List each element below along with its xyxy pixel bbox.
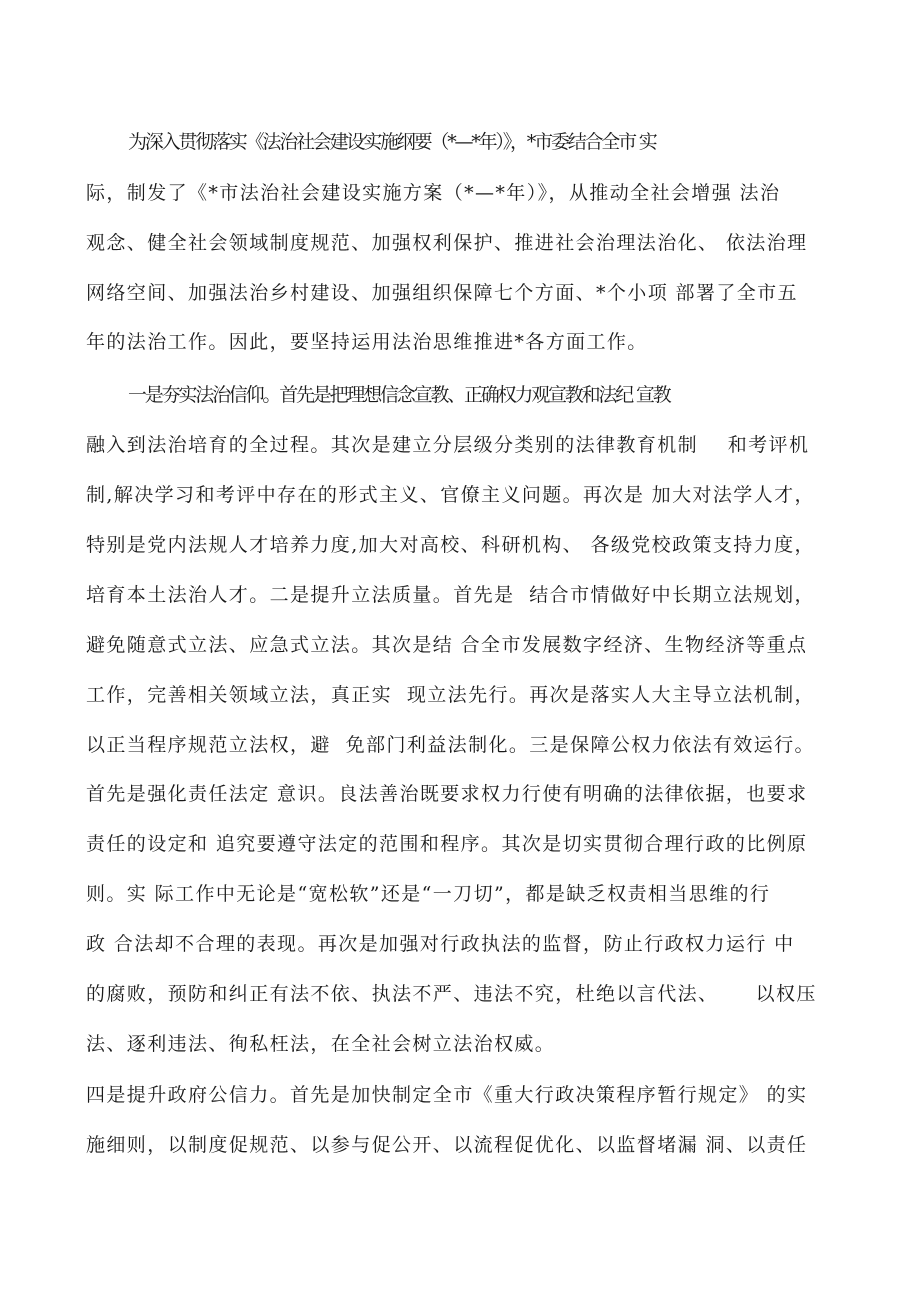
paragraph-1-line-3: 观念、健全社会领域制度规范、加强权利保护、推进社会治理法治化、 依法治理: [86, 232, 808, 254]
paragraph-2-line-13: 的腐败，预防和纠正有法不依、执法不严、违法不究，杜绝以言代法、 以权压: [86, 983, 817, 1005]
paragraph-2-line-5: 培育本土法治人才。二是提升立法质量。首先是 结合市情做好中长期立法规划，: [86, 584, 815, 606]
paragraph-2-line-12: 政 合法却不合理的表现。再次是加强对行政执法的监督，防止行政权力运行 中: [86, 933, 795, 955]
paragraph-2-line-7: 工作，完善相关领域立法，真正实 现立法先行。再次是落实人大主导立法机制，: [86, 684, 815, 706]
paragraph-2-line-14: 法、逐利违法、徇私枉法，在全社会树立法治权威。: [86, 1033, 556, 1055]
paragraph-1-line-4: 网络空间、加强法治乡村建设、加强组织保障七个方面、*个小项 部署了全市五: [86, 282, 798, 304]
paragraph-2-line-4: 特别是党内法规人才培养力度,加大对高校、科研机构、 各级党校政策支持力度，: [86, 534, 815, 556]
paragraph-2-line-10: 责任的设定和 追究要遵守法定的范围和程序。其次是切实贯彻合理行政的比例原: [86, 833, 808, 855]
paragraph-2-line-8: 以正当程序规范立法权，避 免部门利益法制化。三是保障公权力依法有效运行。: [86, 734, 815, 756]
paragraph-3-line-1: 四是提升政府公信力。首先是加快制定全市《重大行政决策程序暂行规定》 的实: [86, 1084, 808, 1106]
paragraph-2-line-9: 首先是强化责任法定 意识。良法善治既要求权力行使有明确的法律依据，也要求: [86, 783, 808, 805]
paragraph-1-line-2: 际，制发了《*市法治社会建设实施方案（*—*年）》，从推动全社会增强 法治: [86, 182, 781, 204]
paragraph-2-line-3: 制,解决学习和考评中存在的形式主义、官僚主义问题。再次是 加大对法学人才，: [86, 484, 815, 506]
paragraph-2-line-11: 则。实 际工作中无论是“宽松软”还是“一刀切”，都是缺乏权责相当思维的行: [86, 883, 771, 905]
paragraph-3-line-2: 施细则，以制度促规范、以参与促公开、以流程促优化、以监督堵漏 洞、以责任: [86, 1134, 808, 1156]
paragraph-2-line-2: 融入到法治培育的全过程。其次是建立分层级分类别的法律教育机制 和考评机: [86, 434, 810, 456]
paragraph-1-line-5: 年的法治工作。因此，要坚持运用法治思维推进*各方面工作。: [86, 331, 648, 353]
paragraph-2-line-1: 一是夯实法治信仰。首先是把理想信念宣教、正确权力观宣教和法纪 宣教: [128, 384, 670, 406]
paragraph-2-line-6: 避免随意式立法、应急式立法。其次是结 合全市发展数字经济、生物经济等重点: [86, 634, 808, 656]
paragraph-1-line-1: 为深入贯彻落实《法治社会建设实施纲要（*—*年）》，*市委结合全市 实: [128, 131, 656, 153]
